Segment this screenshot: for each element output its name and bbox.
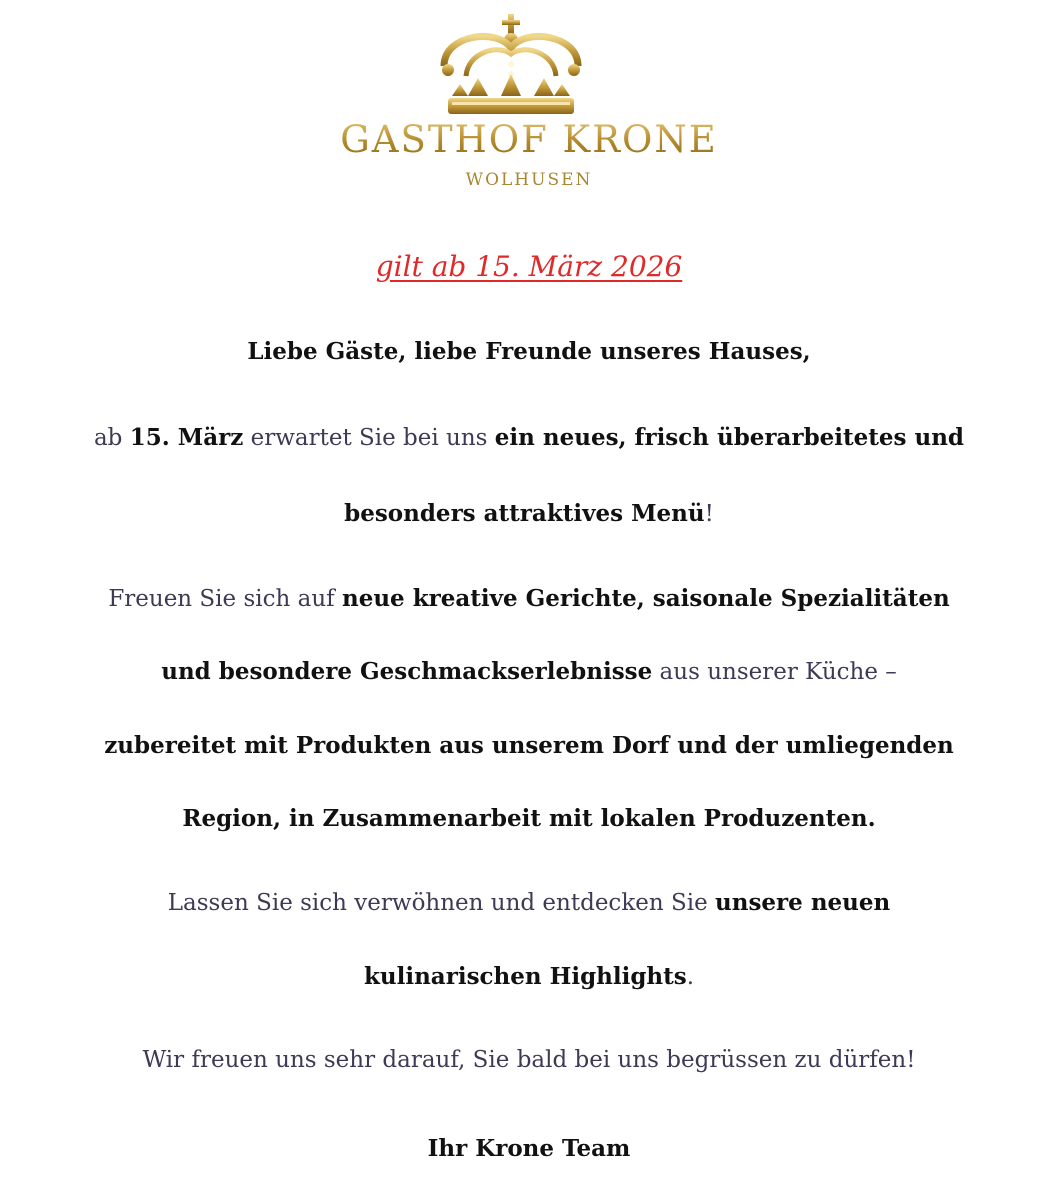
para2-line1 — [0, 585, 1058, 612]
closing-sentence: Wir freuen uns sehr darauf, Sie bald bei uns begrüssen zu dürfen! — [142, 1047, 916, 1073]
menu-emphasis: ein neues, frisch überarbeitetes und — [494, 424, 965, 451]
para1-line1 — [0, 424, 1058, 451]
crown-icon — [438, 14, 584, 122]
gasthof-krone-logo — [0, 0, 1058, 200]
para3-line1 — [0, 889, 1058, 916]
menu-emphasis: besonders attraktives Menü — [344, 500, 705, 527]
para2-line3: zubereitet mit Produkten aus unserem Dorf und der umliegenden — [104, 732, 954, 759]
text-segment: . — [686, 964, 695, 990]
highlights-emphasis: kulinarischen Highlights — [363, 963, 687, 990]
text-segment: Lassen Sie sich verwöhnen und entdecken Sie — [167, 890, 716, 916]
text-segment: Freuen Sie sich auf — [108, 586, 342, 612]
dishes-emphasis: neue kreative Gerichte, saisonale Spezialitäten — [341, 585, 950, 612]
date-emphasis: 15. März — [129, 424, 244, 451]
highlights-emphasis: unsere neuen — [715, 889, 891, 916]
greeting: Liebe Gäste, liebe Freunde unseres Hauses, — [247, 338, 811, 365]
text-segment: ab — [93, 425, 130, 451]
text-segment: erwartet Sie bei uns — [243, 425, 495, 451]
brand-location: WOLHUSEN — [465, 170, 593, 190]
brand-name: GASTHOF KRONE — [300, 118, 758, 161]
para3-line2 — [0, 963, 1058, 990]
text-segment: ! — [704, 501, 714, 527]
para2-line2 — [0, 658, 1058, 685]
text-segment: aus unserer Küche – — [652, 659, 897, 685]
dishes-emphasis: und besondere Geschmackserlebnisse — [161, 658, 653, 685]
validity-date: gilt ab 15. März 2026 — [375, 250, 683, 283]
para1-line2 — [0, 500, 1058, 527]
signature: Ihr Krone Team — [427, 1135, 631, 1162]
para2-line4: Region, in Zusammenarbeit mit lokalen Produzenten. — [182, 805, 876, 832]
